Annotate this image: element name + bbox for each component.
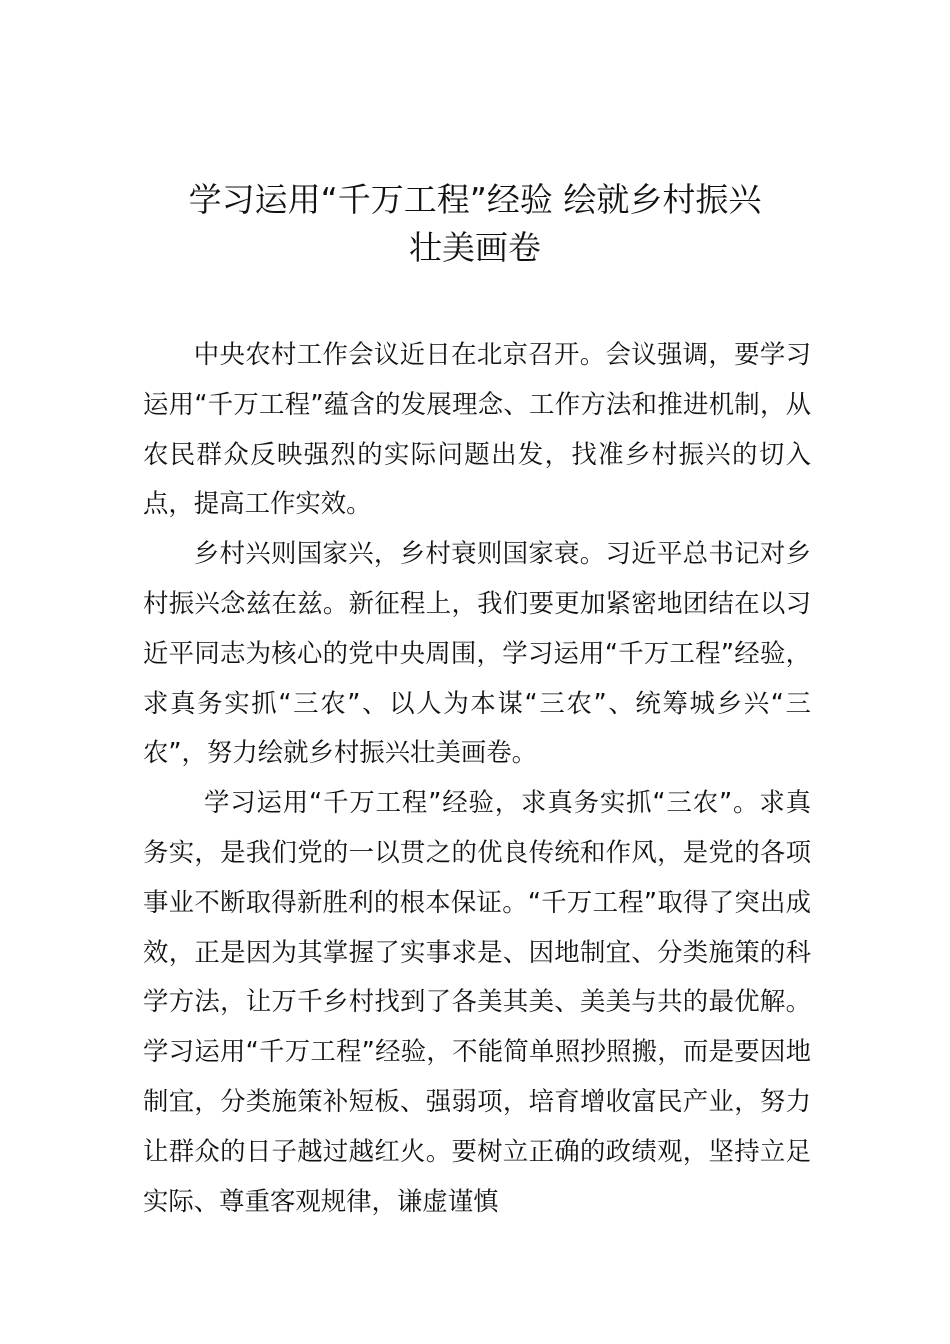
- title-line-2: 壮美画卷: [409, 228, 541, 267]
- document-body: [143, 330, 811, 1226]
- document-title: [140, 176, 810, 272]
- paragraph-2: 乡村兴则国家兴，乡村衰则国家衰。习近平总书记对乡村振兴念兹在兹。新征程上，我们要更加紧密地团结在以习近平同志为核心的党中央周围，学习运用“千万工程”经验，求真务实抓“三农”、以人为本谋“三农”、统筹城乡兴“三农”，努力绘就乡村振兴壮美画卷。: [143, 538, 811, 768]
- paragraph-3: 学习运用“千万工程”经验，求真务实抓“三农”。求真务实，是我们党的一以贯之的优良传统和作风，是党的各项事业不断取得新胜利的根本保证。“千万工程”取得了突出成效，正是因为其掌握了实事求是、因地制宜、分类施策的科学方法，让万千乡村找到了各美其美、美美与共的最优解。学习运用“千万工程”经验，不能简单照抄照搬，而是要因地制宜，分类施策补短板、强弱项，培育增收富民产业，努力让群众的日子越过越红火。要树立正确的政绩观，坚持立足实际、尊重客观规律，谦虚谨慎: [143, 787, 811, 1216]
- paragraph-1: 中央农村工作会议近日在北京召开。会议强调，要学习运用“千万工程”蕴含的发展理念、工作方法和推进机制，从农民群众反映强烈的实际问题出发，找准乡村振兴的切入点，提高工作实效。: [143, 339, 811, 519]
- title-line-1: 学习运用“千万工程”经验 绘就乡村振兴: [188, 180, 762, 219]
